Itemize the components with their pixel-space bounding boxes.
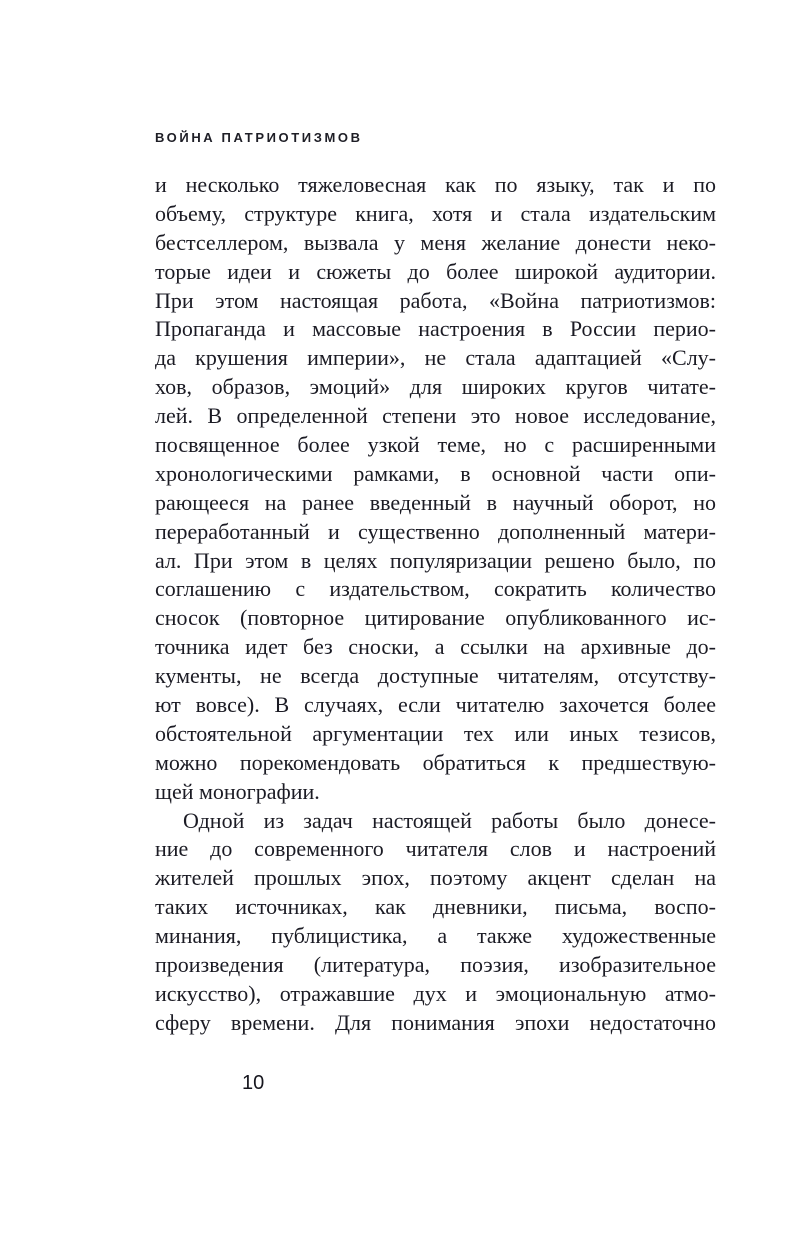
text-line: ние до современного читателя слов и настроений xyxy=(155,836,716,862)
text-line: рающееся на ранее введенный в научный оборот, но xyxy=(155,489,716,515)
text-line: При этом настоящая работа, «Война патриотизмов: xyxy=(155,287,716,313)
paragraph xyxy=(155,807,716,1038)
text-line: и несколько тяжеловесная как по языку, так и по xyxy=(155,172,716,197)
text-line: искусство), отражавшие дух и эмоциональную атмо- xyxy=(155,980,716,1006)
text-line: кументы, не всегда доступные читателям, отсутству- xyxy=(155,663,716,689)
text-line: жителей прошлых эпох, поэтому акцент сделан на xyxy=(155,865,716,891)
text-line: ал. При этом в целях популяризации решено было, по xyxy=(155,547,716,573)
body-text xyxy=(155,171,716,1038)
text-line: минания, публицистика, а также художественные xyxy=(155,923,716,949)
text-line: лей. В определенной степени это новое исследование, xyxy=(155,403,716,429)
text-line: хронологическими рамками, в основной части опи- xyxy=(155,460,716,486)
text-line: можно порекомендовать обратиться к предшествую- xyxy=(155,749,716,775)
text-line: таких источниках, как дневники, письма, воспо- xyxy=(155,894,716,920)
page-number: 10 xyxy=(242,1072,265,1094)
text-line: соглашению с издательством, сократить количество xyxy=(155,576,716,602)
text-line: точника идет без сноски, а ссылки на архивные до- xyxy=(155,634,716,660)
text-line: хов, образов, эмоций» для широких кругов читате- xyxy=(155,374,716,400)
text-line: Одной из задач настоящей работы было донесе- xyxy=(183,807,716,833)
text-line: щей монографии. xyxy=(155,778,320,804)
text-line: сферу времени. Для понимания эпохи недостаточно xyxy=(155,1009,716,1035)
text-line: да крушения империи», не стала адаптацией «Слу- xyxy=(155,345,716,371)
text-line: бестселлером, вызвала у меня желание донести неко- xyxy=(155,229,716,255)
text-line: переработанный и существенно дополненный матери- xyxy=(155,518,716,544)
text-line: посвященное более узкой теме, но с расширенными xyxy=(155,432,716,458)
text-line: Пропаганда и массовые настроения в России перио- xyxy=(155,316,716,342)
text-line: ют вовсе). В случаях, если читателю захочется более xyxy=(155,692,716,718)
text-line: сносок (повторное цитирование опубликованного ис- xyxy=(155,605,716,631)
paragraph xyxy=(155,171,716,807)
text-line: объему, структуре книга, хотя и стала издательским xyxy=(155,200,716,226)
text-line: торые идеи и сюжеты до более широкой аудитории. xyxy=(155,258,716,284)
text-line: произведения (литература, поэзия, изобразительное xyxy=(155,952,716,978)
text-line: обстоятельной аргументации тех или иных тезисов, xyxy=(155,720,716,746)
running-header: ВОЙНА ПАТРИОТИЗМОВ xyxy=(155,130,363,145)
